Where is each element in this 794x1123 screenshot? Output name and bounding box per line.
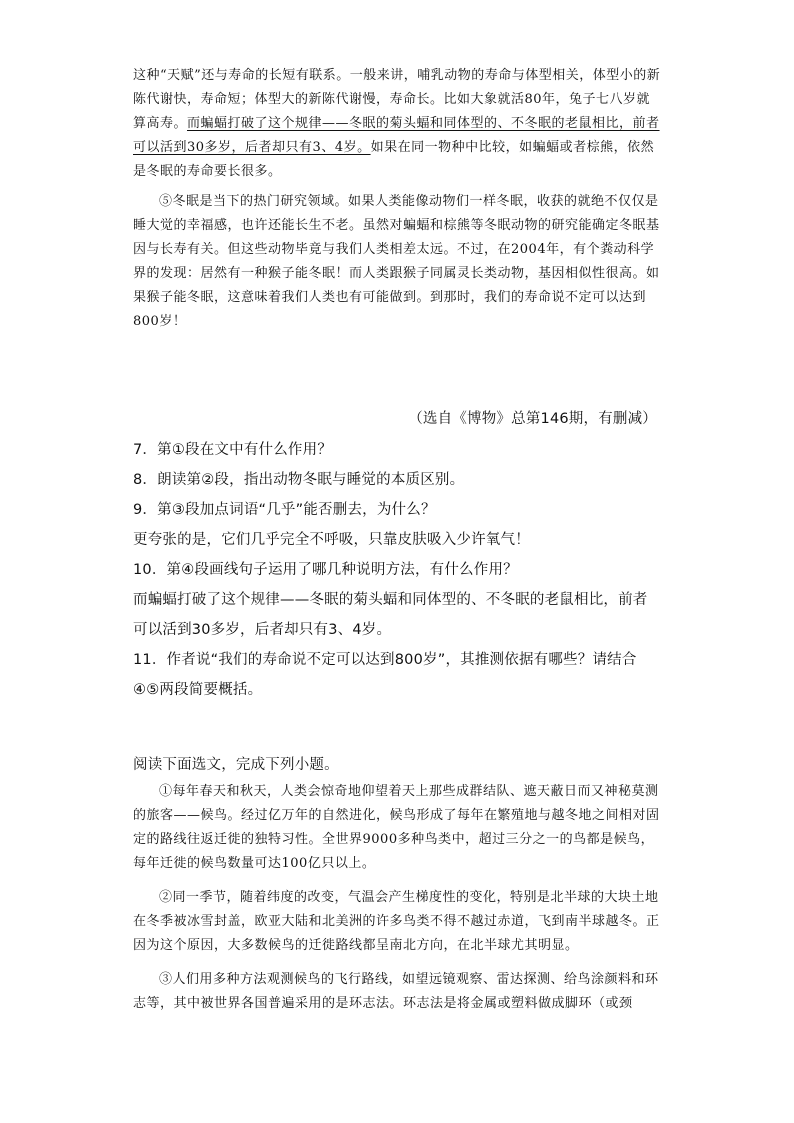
question-10: 10．第④段画线句子运用了哪几种说明方法，有什么作用？ xyxy=(133,562,518,578)
paragraph-1: ①每年春天和秋天，人类会惊奇地仰望着天上那些成群结队、遮天蔽日而又神秘莫测的旅客——候鸟。经过亿万年的自然进化，候鸟形成了每年在繁殖地与越冬地之间相对固定的路线往返迁徙的独特习性。全世界9000多种鸟类中，超过三分之一的鸟都是候鸟，每年迁徙的候鸟数量可达100亿只以上。 xyxy=(133,784,660,871)
paragraph-4-text-b: 如果在同一物种中比较，如蝙蝠或者棕熊，依然是冬眠的寿命要长很多。 xyxy=(133,140,655,179)
source-citation: （选自《博物》总第146期，有删减） xyxy=(408,411,657,427)
paragraph-3: ③人们用多种方法观测候鸟的飞行路线，如望远镜观察、雷达探测、给鸟涂颜料和环志等，其中被世界各国普遍采用的是环志法。环志法是将金属或塑料做成脚环（或颈 xyxy=(133,972,659,1011)
paragraph-2: ②同一季节，随着纬度的改变，气温会产生梯度性的变化，特别是北半球的大块土地在冬季被冰雪封盖，欧亚大陆和北美洲的许多鸟类不得不越过赤道，飞到南半球越冬。正因为这个原因，大多数候鸟的迁徙路线都呈南北方向，在北半球尤其明显。 xyxy=(133,890,660,953)
paragraph-4-text-a: 这种“天赋”还与寿命的长短有联系。一般来讲，哺乳动物的寿命与体型相关，体型小的新陈代谢快，寿命短；体型大的新陈代谢慢，寿命长。比如大象就活80年，兔子七八岁就算高寿。 xyxy=(133,68,661,131)
question-8: 8．朗读第②段，指出动物冬眠与睡觉的本质区别。 xyxy=(133,472,465,488)
question-list xyxy=(133,435,661,705)
question-11: 11．作者说“我们的寿命说不定可以达到800岁”，其推测依据有哪些？请结合④⑤两段简要概括。 xyxy=(133,652,637,698)
paragraph-5: ⑤冬眠是当下的热门研究领域。如果人类能像动物们一样冬眠，收获的就绝不仅仅是睡大觉的幸福感，也许还能长生不老。虽然对蝙蝠和棕熊等冬眠动物的研究能确定冬眠基因与长寿有关。但这些动物毕竟与我们人类相差太远。不过，在2004年，有个粪动科学界的发现：居然有一种猴子能冬眠！而人类跟猴子同属灵长类动物，基因相似性很高。如果猴子能冬眠，这意味着我们人类也有可能做到。到那时，我们的寿命说不定可以达到800岁！ xyxy=(133,194,660,329)
reading-instruction: 阅读下面选文，完成下列小题。 xyxy=(133,757,339,773)
question-9: 9．第③段加点词语“几乎”能否删去，为什么？ xyxy=(133,502,436,518)
passage-bottom xyxy=(133,780,661,1026)
passage-top xyxy=(133,64,661,334)
paragraph-4 xyxy=(133,64,661,184)
question-7: 7．第①段在文中有什么作用？ xyxy=(133,442,333,458)
question-9-quote: 更夸张的是，它们几乎完全不呼吸，只靠皮肤吸入少许氧气！ xyxy=(133,532,530,548)
underlined-sentence: 而蝙蝠打破了这个规律——冬眠的菊头蝠和同体型的、不冬眠的老鼠相比，前者可以活到30多岁，后者却只有3、4岁。 xyxy=(133,116,660,155)
question-10-quote: 而蝙蝠打破了这个规律——冬眠的菊头蝠和同体型的、不冬眠的老鼠相比，前者可以活到30多岁，后者却只有3、4岁。 xyxy=(133,592,648,638)
